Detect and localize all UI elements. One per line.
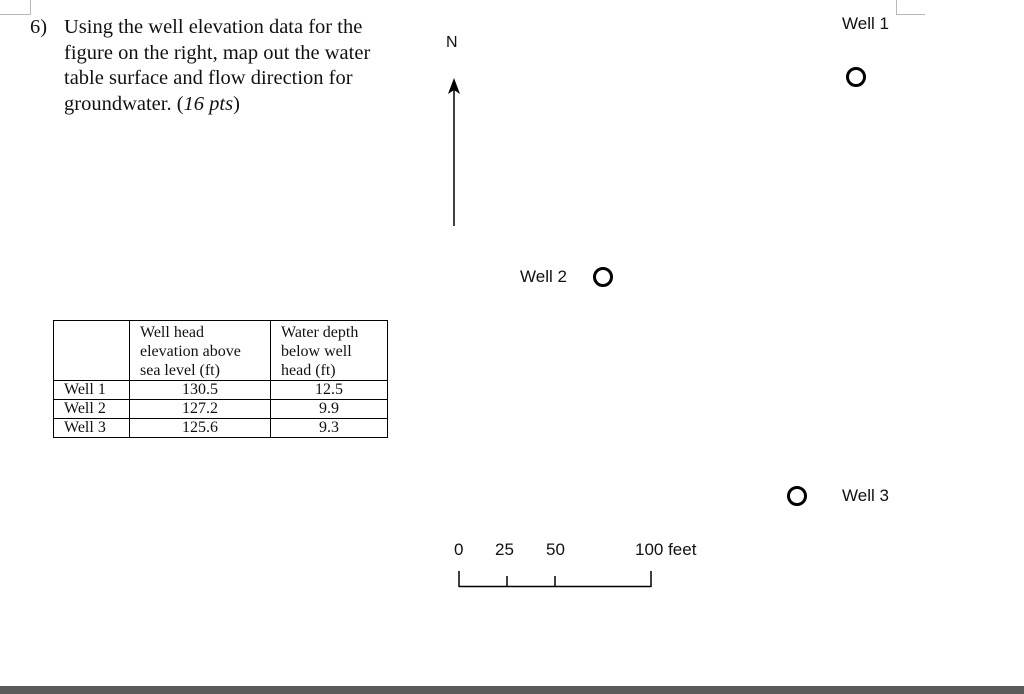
question-number: 6) xyxy=(30,16,48,38)
table-header-row xyxy=(54,321,388,381)
well-3-marker xyxy=(787,486,807,506)
scale-tick-label: 100 feet xyxy=(635,540,697,559)
well-3-label: Well 3 xyxy=(842,486,889,505)
table-row xyxy=(54,381,388,400)
question-line-4-prefix: groundwater. ( xyxy=(64,92,184,115)
question-text xyxy=(30,15,410,117)
table-header-cell: Well head elevation above sea level (ft) xyxy=(130,321,271,381)
table-row xyxy=(54,419,388,438)
well-1-marker xyxy=(846,67,866,87)
question-line-2: figure on the right, map out the water xyxy=(64,41,371,64)
question-body xyxy=(64,15,410,117)
scale-tick-label: 25 xyxy=(495,540,514,559)
table-cell-elevation: 127.2 xyxy=(130,400,271,419)
table-cell-depth: 9.9 xyxy=(271,400,388,419)
table-header-cell xyxy=(54,321,130,381)
question-points: 16 pts xyxy=(183,92,234,115)
well-1-label: Well 1 xyxy=(842,14,889,33)
scale-tick-label: 0 xyxy=(454,540,464,559)
scale-bar-ruler xyxy=(448,568,658,590)
bottom-taskbar-strip xyxy=(0,686,1024,694)
north-arrow-icon xyxy=(444,78,464,228)
well-2-marker xyxy=(593,267,613,287)
well-data-table xyxy=(53,320,388,438)
page-corner-mark-right xyxy=(896,0,925,15)
scale-tick-label: 50 xyxy=(546,540,565,559)
north-label: N xyxy=(446,34,458,51)
page-corner-mark-left xyxy=(0,0,31,15)
table-cell-depth: 9.3 xyxy=(271,419,388,438)
table-cell-well-name: Well 1 xyxy=(54,381,130,400)
table-header-cell: Water depth below well head (ft) xyxy=(271,321,388,381)
table-cell-well-name: Well 3 xyxy=(54,419,130,438)
table-cell-depth: 12.5 xyxy=(271,381,388,400)
table-row xyxy=(54,400,388,419)
question-line-3: table surface and flow direction for xyxy=(64,67,353,89)
question-line-4-suffix: ) xyxy=(233,92,240,115)
table-cell-elevation: 130.5 xyxy=(130,381,271,400)
table-cell-elevation: 125.6 xyxy=(130,419,271,438)
question-line-4 xyxy=(64,92,410,118)
table-cell-well-name: Well 2 xyxy=(54,400,130,419)
question-line-1: Using the well elevation data for the xyxy=(64,16,363,38)
well-2-label: Well 2 xyxy=(520,267,567,286)
